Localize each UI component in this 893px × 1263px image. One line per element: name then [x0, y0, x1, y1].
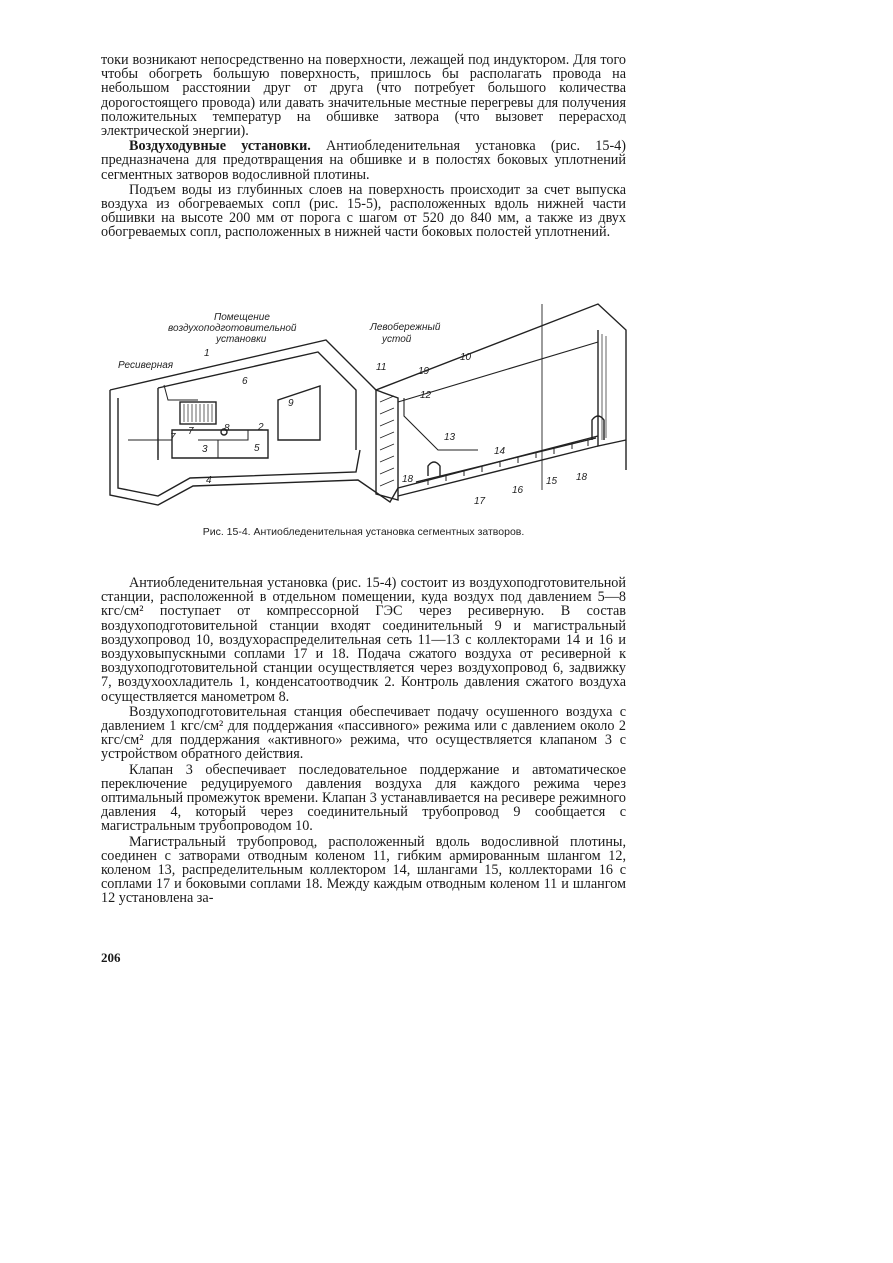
callout-4: 4 [206, 475, 212, 486]
callout-7-right: 7 [188, 426, 194, 437]
callout-1: 1 [204, 348, 210, 359]
callout-8: 8 [224, 423, 230, 434]
figure-caption: Рис. 15-4. Антиобледенительная установка сегментных затворов. [202, 526, 525, 538]
collector-14 [416, 438, 596, 482]
top-text-block [101, 53, 626, 240]
air-cooler-1 [180, 402, 216, 424]
callout-18-right: 18 [576, 472, 588, 483]
callout-2: 2 [258, 422, 264, 433]
callout-3: 3 [202, 444, 208, 455]
label-abutment-line1: Левобережный [370, 322, 441, 333]
label-room-line2: воздухоподготовительной [168, 323, 297, 334]
paragraph-continuation: токи возникают непосредственно на поверхности, лежащей под индуктором. Для того чтобы обогреть большую поверхность, пришлось бы располагать провода на небольшом расстоянии друг от друга (что потребует большого количества дорогостоящего провода) или давать значительные местные перегревы для получения положительных температур на обшивке затвора (что вызовет перерасход электрической энергии). [101, 52, 626, 140]
page-number: 206 [101, 950, 121, 965]
elbow-13-hose-12 [404, 398, 478, 450]
callout-15: 15 [546, 476, 558, 487]
body-text-block [101, 576, 626, 906]
paragraph-water-lift: Подъем воды из глубинных слоев на поверхность происходит за счет выпуска воздуха из обогреваемых сопл (рис. 15-5), расположенных вдоль нижней части обшивки на высоте 200 мм от порога с шагом от 520 до 840 мм, а также из двух обогреваемых сопл, расположенных в нижней части боковых полостей уплотнений. [101, 181, 626, 241]
callout-7-left: 7 [170, 432, 176, 443]
run-in-heading: Воздуходувные установки. [129, 138, 311, 155]
callout-5: 5 [254, 443, 260, 454]
callout-10: 10 [460, 352, 472, 363]
callout-6: 6 [242, 376, 248, 387]
figure-15-4 [98, 290, 628, 522]
paragraph-station-modes: Воздухоподготовительная станция обеспечивает подачу осушенного воздуха с давлением 1 кгс/см² для поддержания «пассивного» режима или с давлением около 2 кгс/см² для поддержания «активного» режима, что осуществляется клапаном 3 с устройством обратного действия. [101, 703, 626, 763]
label-receiver: Ресиверная [118, 360, 174, 371]
callout-17: 17 [474, 496, 486, 507]
paragraph-valve-3: Клапан 3 обеспечивает последовательное поддержание и автоматическое переключение редуцируемого давления воздуха для каждого режима через оптимальный промежуток времени. Клапан 3 устанавливается на ресивере режимного давления 4, который через соединительный трубопровод 9 сообщается с магистральным трубопроводом 10. [101, 761, 626, 835]
de-icing-installation-drawing [98, 290, 628, 522]
callout-11: 11 [376, 362, 387, 373]
side-nozzle-18-left [428, 462, 440, 476]
callout-18-left: 18 [402, 474, 414, 485]
connecting-pipe-9-box [278, 386, 320, 440]
paragraph-main-pipeline: Магистральный трубопровод, расположенный вдоль водосливной плотины, соединен с затворами отводным коленом 11, гибким армированным шлангом 12, коленом 13, распределительным коллектором 14, шлангами 15, коллекторами 16 с соплами 17 и боковыми соплами 18. Между каждым отводным коленом 11 и шлангом 12 установлена за- [101, 833, 626, 907]
label-room-line3: установки [216, 334, 267, 345]
label-abutment-line2: устой [382, 334, 412, 345]
paragraph-air-blowing [101, 139, 626, 182]
label-room-line1: Помещение [214, 312, 270, 323]
callout-12: 12 [420, 390, 432, 401]
callout-14: 14 [494, 446, 506, 457]
callout-19: 19 [418, 366, 430, 377]
paragraph-composition: Антиобледенительная установка (рис. 15-4) состоит из воздухоподготовительной станции, расположенной в отдельном помещении, куда воздух под давлением 5—8 кгс/см² поступает от компрессорной ГЭС через ресиверную. В состав воздухоподготовительной станции входят соединительный 9 и магистральный воздухопровод 10, воздухораспределительная сеть 11—13 с коллекторами 14 и 16 и воздуховыпускными соплами 17 и 18. Подача сжатого воздуха от ресиверной к воздухоподготовительной станции осуществляется через воздухопровод 6, задвижку 7, воздухоохладитель 1, конденсатоотводчик 2. Контроль давления сжатого воздуха осуществляется манометром 8. [101, 575, 626, 705]
callout-13: 13 [444, 432, 456, 443]
callout-16: 16 [512, 485, 524, 496]
abutment-wall [376, 390, 398, 500]
callout-9: 9 [288, 398, 294, 409]
paragraph-air-blowing-text: Антиобледенительная установка (рис. 15-4) предназначена для предотвращения на обшивке и в полостях боковых уплотнений сегментных затворов водосливной плотины. [101, 138, 626, 183]
